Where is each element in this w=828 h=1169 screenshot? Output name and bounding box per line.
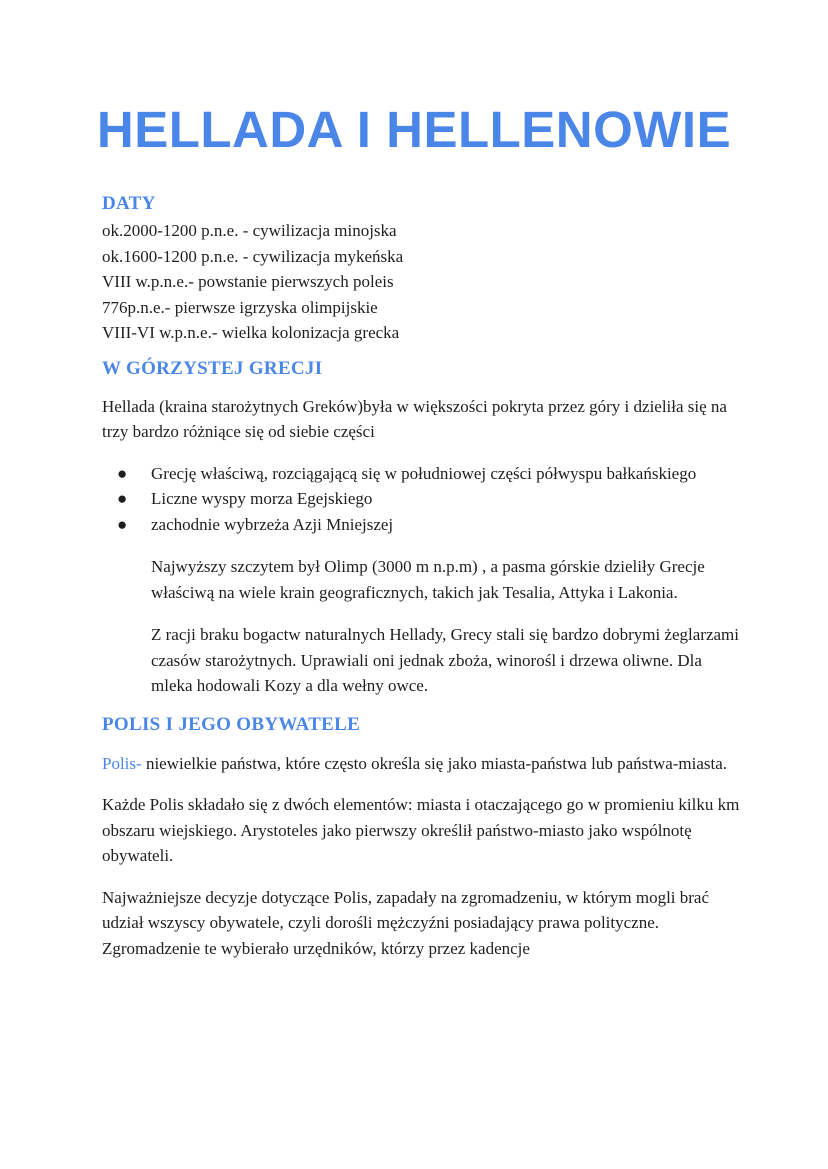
date-line: VIII-VI w.p.n.e.- wielka kolonizacja grecka bbox=[102, 323, 400, 342]
section-heading-daty: DATY bbox=[102, 193, 156, 214]
dates-list bbox=[102, 218, 742, 346]
polis-definition-text: niewielkie państwa, które często określa się jako miasta-państwa lub państwa-miasta. bbox=[141, 753, 728, 773]
polis-paragraph-decisions: Najważniejsze decyzje dotyczące Polis, zapadały na zgromadzeniu, w którym mogli brać udział wszyscy obywatele, czyli dorośli mężczyźni posiadający prawa polityczne. Zgromadzenie te wybierało urzędników, którzy przez kadencje bbox=[102, 887, 710, 958]
section-heading-gory: W GÓRZYSTEJ GRECJI bbox=[102, 357, 323, 379]
list-item bbox=[102, 512, 742, 538]
list-item-text: Grecję właściwą, rozciągającą się w południowej części półwyspu bałkańskiego bbox=[151, 463, 697, 483]
bullet-icon: ● bbox=[117, 489, 128, 508]
gory-paragraph-zeglarze: Z racji braku bogactw naturalnych Hellady, Grecy stali się bardzo dobrymi żeglarzami czasów starożytnych. Uprawiali oni jednak zboża, winorośl i drzewa oliwne. Dla mleka hodowali Kozy a dla wełny owce. bbox=[151, 625, 739, 695]
gory-paragraph-olimp: Najwyższy szczytem był Olimp (3000 m n.p.m) , a pasma górskie dzieliły Grecje właściwą na wiele krain geograficznych, takich jak Tesalia, Attyka i Lakonia. bbox=[151, 557, 705, 602]
list-item-text: Liczne wyspy morza Egejskiego bbox=[151, 489, 373, 508]
list-item bbox=[102, 461, 742, 487]
document-body bbox=[102, 190, 742, 961]
date-line: ok.1600-1200 p.n.e. - cywilizacja mykeńska bbox=[102, 246, 404, 266]
date-line: ok.2000-1200 p.n.e. - cywilizacja minojska bbox=[102, 221, 397, 240]
section-heading-polis: POLIS I JEGO OBYWATELE bbox=[102, 713, 361, 735]
polis-paragraph-elements: Każde Polis składało się z dwóch elementów: miasta i otaczającego go w promieniu kilku km obszaru wiejskiego. Arystoteles jako pierwszy określił państwo-miasto jako wspólnotę obywateli. bbox=[102, 795, 740, 865]
list-item-text: zachodnie wybrzeża Azji Mniejszej bbox=[151, 514, 394, 534]
bullet-icon: ● bbox=[117, 463, 128, 483]
page-title: HELLADA I HELLENOWIE bbox=[96, 101, 732, 158]
bullet-list bbox=[102, 461, 742, 538]
date-line: VIII w.p.n.e.- powstanie pierwszych poleis bbox=[102, 272, 394, 291]
polis-term: Polis- bbox=[102, 753, 142, 773]
polis-definition-paragraph bbox=[102, 751, 742, 777]
date-line: 776p.n.e.- pierwsze igrzyska olimpijskie bbox=[102, 297, 378, 317]
gory-intro-paragraph: Hellada (kraina starożytnych Greków)była w większości pokryta przez góry i dzieliła się na trzy bardzo różniące się od siebie części bbox=[102, 396, 727, 441]
bullet-icon: ● bbox=[117, 514, 128, 534]
list-item bbox=[102, 486, 742, 512]
